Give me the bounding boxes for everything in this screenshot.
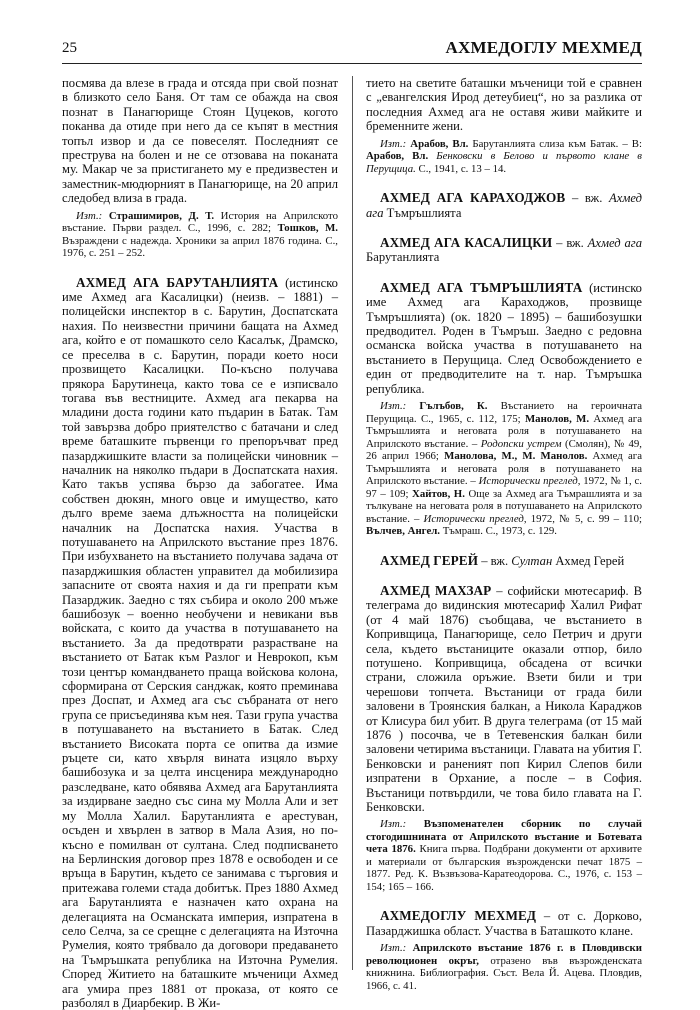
xref-rest: Тъмръшлията: [383, 205, 462, 220]
source-author: Вълчев, Ангел.: [366, 525, 440, 537]
source-note: [366, 138, 642, 176]
entry-headword: АХМЕД АГА КАСАЛИЦКИ: [380, 234, 553, 250]
xref-rest: Барутанлията: [366, 250, 440, 265]
source-title: Възпоменателен сборник по случай стогодишнината от Априлското въстание и Ботевата чета 1876.: [366, 818, 642, 856]
page-header: [62, 36, 642, 66]
xref-kasalitski: [366, 236, 642, 265]
source-label: Изт.:: [76, 209, 109, 222]
entry-headword: АХМЕДОГЛУ МЕХМЕД: [380, 908, 537, 924]
entry-headword: АХМЕД МАХЗАР: [380, 582, 492, 598]
source-label: Изт.:: [380, 137, 411, 150]
entry-headword: АХМЕД АГА БАРУТАНЛИЯТА: [76, 274, 279, 290]
source-author: Гълъбов, К.: [419, 400, 488, 412]
source-note: [366, 942, 642, 992]
source-text: , 1972, № 1, с. 97 – 109;: [366, 475, 642, 500]
source-label: Изт.:: [380, 942, 413, 955]
right-column: [366, 76, 643, 992]
entry-text: (истинско име Ахмед ага Караходжов, прозвище Тъмръшлията) (ок. 1820 – 1895) – башибозушки предводител. Роден в Тъмръш. Заедно с редовна османска войска участва в потушаването на въстанието в Перущица. След Освобождението е един от предводителите на т. нар. Тъмръшка република.: [366, 280, 642, 396]
source-note: [366, 400, 642, 538]
xref-ahmed-gerey: [366, 554, 642, 568]
source-note: [366, 818, 642, 893]
continued-paragraph: тието на светите баташки мъченици той е сравнен с „евангелския Ирод детеубиец“, но за разлика от последния Ахмед ага не оставя живи майките и бременните жени.: [366, 76, 642, 134]
source-title: Исторически преглед: [478, 475, 578, 487]
entry-ahmed-aga-barutanliyata: [62, 276, 338, 1010]
source-text: , 1972, № 5, с. 99 – 110;: [523, 512, 642, 525]
source-title: Априлското въстание 1876 г. в Пловдивски революционен окръг,: [366, 942, 642, 967]
entry-headword: АХМЕД АГА ТЪМРЪШЛИЯТА: [380, 279, 583, 295]
header-rule: [62, 63, 642, 64]
source-author: Тошков, М.: [277, 222, 338, 235]
page-number: 25: [62, 40, 77, 56]
source-text: Барутанлията слиза към Батак. – В:: [468, 137, 642, 150]
xref-target: Ахмед ага: [366, 191, 642, 220]
source-note: [62, 210, 338, 260]
source-text: Още за Ахмед ага Тъмрашлията и за тълкуване на неговата роля в потушаването на Априлското въстание. –: [366, 487, 642, 525]
source-author: Манолов, М.: [524, 412, 590, 425]
source-text: Възраждени с надежда. Хроники за април 1876 година. С., 1976, с. 251 – 252.: [62, 234, 338, 260]
xref-target: Султан: [511, 553, 553, 568]
source-text: Тъмраш. С., 1973, с. 129.: [440, 525, 557, 537]
entry-headword: АХМЕД АГА КАРАХОДЖОВ: [380, 190, 566, 206]
xref-sep: – вж.: [552, 235, 588, 250]
entry-ahmedoglu-mehmed: [366, 909, 642, 938]
xref-karahodzhov: [366, 191, 642, 220]
xref-rest: Ахмед Герей: [552, 553, 625, 568]
xref-sep: – вж.: [478, 553, 512, 568]
source-label: Изт.:: [380, 400, 420, 412]
xref-target: Ахмед ага: [587, 235, 643, 250]
source-text: (Смолян), № 49, 26 април 1966;: [366, 437, 642, 462]
source-author: Арабов, Вл.: [410, 137, 469, 150]
entry-text: – от с. Дорково, Пазарджишка област. Участва в Баташкото клане.: [366, 909, 642, 938]
entry-headword: АХМЕД ГЕРЕЙ: [380, 552, 479, 568]
continued-paragraph: посмява да влезе в града и отсяда при свой познат в близкото село Баня. От там се обажда на своя познат в Панагюрище Стоян Цуцеков, когото поканва да отиде при него да се къпят в местния топъл извор и да се повеселят. Последният се преструва на болен и не се отзовава на поканата му. Макар че за пристигането му е предизвестен и заместник-мюдюрният в Панагюрище, на 20 април следобед влиза в града.: [62, 76, 338, 206]
source-author: Манолова, М., М. Манолов.: [444, 450, 588, 462]
source-text: Книга първа. Подбрани документи от архивите и материали от българския възрожденски печат 1875 – 1877. Ред. К. Възвъзова-Каратеодорова. С., 1976, с. 153 – 154; 165 – 166.: [366, 843, 642, 893]
entry-text: – софийски мютесариф. В телеграма до видинския мютесариф Халил Рифат (от 4 май 1876) съобщава, че въстанието в Копривщица, Панагюрище, село Петрич и други села, където въстаниците оказали отпор, било потушено. Копривщица, обсадена от всички страни, сложила оръжие. Взети били и три черешови топчета. Въстаници от града били заловени в Троянския балкан, а Никола Караджов от Клисура бил убит. В друга телеграма (от 15 май 1876 ) посочва, че в Тетевенския балкан били заловени четирима въстаници. Главата на убития Г. Бенковски и раненият поп Кирил Слепов били изпратени в Орхание, а после – в София. Въстаници потвърдили, че това било главата на Г. Бенковски.: [366, 583, 643, 814]
source-author: Хайтов, Н.: [412, 487, 465, 500]
entry-text: (истинско име Ахмед ага Касалицки) (неизв. – 1881) – полицейски инспектор в с. Барутин, Доспатската нахия. По неизвестни причини бащата на Ахмед ага, който е от помашкото село Касалък, Драмско, се преселва в с. Барутин, поради което носи прозвището Касалицки. По-късно получава прякора Барутинеца, както това се е изписвало тогава във вестниците. Ахмед ага пекарва на младини доста години като пъдарин в Батак. Там той завързва добро приятелство с батачани и след време баташките първенци го препоръчват пред пазарджишките власти за полицейски чиновник – началник на няколко пъдари в Доспатската нахия. Като такъв успява бързо да забогатее. Има собствен дюкян, много овце и имущество, като дълго време заема длъжността на полицейски началник на Доспатска нахия. Участва в потушаването на Априлското въстание през 1876. При избухването на въстанието получава задача от пазарджишкия областен управител да мобилизира запасните от своята нахия и да ги препрати към Пазарджик. Заедно с тях събира и около 200 мъже башибозук – военно необучени и невикани във войската, с които да участва в потушаването на въстанието. За да предотврати разрастване на въстанието от Батак към Разлог и Неврокоп, към този център командването праща войскова колона, сформирана от Серския санджак, която преминава през Доспат, и Ахмед ага със събраната от него група се присъединява към нея. Тази група участва в потушаването на въстанието в Батак. След въстанието Високата порта се опитва да измие ръцете си, като хвърля вината изцяло върху башибозука и за целта инсценира международно разследване, като обявява Ахмед ага Барутанлията за издирване заедно със сина му Молла Али и зет му Молла Халил. Барутанлията е арестуван, осъден и хвърлен в затвор в Мала Азия, но по-късно е помилван от султана. След подписването на Берлинския договор през 1878 е освободен и се връща в Барутин, където се занимава с търговия и притежава големи стада добитък. През 1880 Ахмед ага Барутанлията е назначен като охрана на делегацията на Османската империя, изпратена в село Селча, за се срещне с делегацията на Източна Румелия, която трябвало да договори предаването на Тъмръшката република на Източна Румелия. Според Житието на баташките мъченици Ахмед ага умира през 1881 от проказа, от която се разболял в Диарбекир. В Жи-: [62, 275, 338, 1010]
source-title: Родопски устрем: [480, 437, 562, 450]
source-label: Изт.:: [380, 818, 424, 831]
running-head: АХМЕДОГЛУ МЕХМЕД: [445, 38, 642, 57]
source-author: Страшимиров, Д. Т.: [108, 209, 215, 222]
source-title: Исторически преглед: [423, 512, 524, 525]
entry-ahmed-aga-tamrashliyata: [366, 281, 642, 396]
source-author: Арабов, Вл.: [366, 150, 429, 163]
column-divider: [352, 76, 353, 970]
left-column: [62, 76, 338, 1010]
source-text: Ахмед ага Тъмръшлията и неговата роля в потушаването на Априлското въстание. –: [366, 412, 642, 450]
source-text: Въстанието на героичната Перущица. С., 1965, с. 112, 175;: [366, 400, 642, 425]
xref-sep: – вж.: [565, 191, 610, 206]
source-text: С., 1941, с. 13 – 14.: [415, 162, 507, 175]
source-text: Ахмед ага Тъмръшлията и неговата роля в потушаването на Априлското въстание. –: [366, 450, 642, 487]
source-title: Бенковски в Белово и първото клане в Перущица.: [366, 150, 642, 175]
source-text: История на Априлското въстание. Първи раздел. С., 1996, с. 282;: [62, 209, 338, 235]
source-text: отразено във възрожденската книжнина. Библиография. Съст. Вела Й. Ацева. Пловдив, 1966, с. 41.: [366, 954, 642, 992]
entry-ahmed-mahzar: [366, 584, 642, 815]
